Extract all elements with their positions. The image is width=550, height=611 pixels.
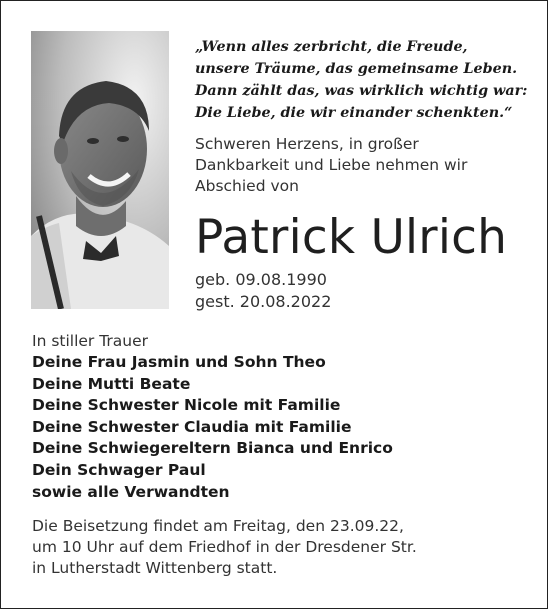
farewell-intro xyxy=(195,134,535,197)
intro-line: Dankbarkeit und Liebe nehmen wir xyxy=(195,156,468,174)
mourner-entry: Deine Schwester Nicole mit Familie xyxy=(32,396,341,415)
mourner-entry: sowie alle Verwandten xyxy=(32,482,230,501)
deceased-name: Patrick Ulrich xyxy=(195,210,508,265)
intro-line: Schweren Herzens, in großer xyxy=(195,135,419,153)
mourner-entry: Dein Schwager Paul xyxy=(32,460,206,479)
birth-date: geb. 09.08.1990 xyxy=(195,270,327,289)
poem-line: Die Liebe, die wir einander schenkten.“ xyxy=(195,105,513,121)
mourners-list xyxy=(32,331,532,503)
poem-line: unsere Träume, das gemeinsame Leben. xyxy=(195,61,518,77)
life-dates xyxy=(195,269,331,313)
funeral-line: in Lutherstadt Wittenberg statt. xyxy=(32,559,278,577)
mourning-lead: In stiller Trauer xyxy=(32,332,149,350)
funeral-info xyxy=(32,516,532,579)
portrait-photo-icon xyxy=(31,31,169,309)
death-date: gest. 20.08.2022 xyxy=(195,292,332,311)
intro-line: Abschied von xyxy=(195,177,299,195)
funeral-line: Die Beisetzung findet am Freitag, den 23.09.22, xyxy=(32,517,404,535)
poem-line: „Wenn alles zerbricht, die Freude, xyxy=(195,39,468,55)
mourner-entry: Deine Schwiegereltern Bianca und Enrico xyxy=(32,439,393,458)
mourner-entry: Deine Frau Jasmin und Sohn Theo xyxy=(32,353,326,371)
mourner-entry: Deine Schwester Claudia mit Familie xyxy=(32,417,352,436)
portrait-photo xyxy=(31,31,169,309)
poem-line: Dann zählt das, was wirklich wichtig war: xyxy=(195,83,528,99)
mourner-entry: Deine Mutti Beate xyxy=(32,374,191,393)
funeral-line: um 10 Uhr auf dem Friedhof in der Dresdener Str. xyxy=(32,538,417,556)
poem-quote xyxy=(195,36,535,124)
